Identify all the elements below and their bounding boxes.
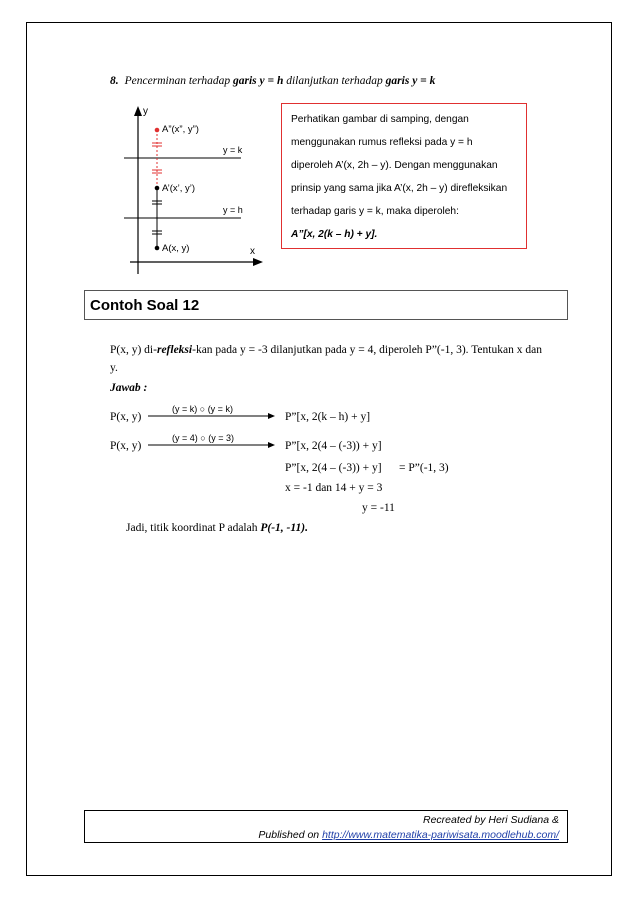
x-axis-arrow-icon bbox=[253, 258, 263, 266]
solution-row-2-arrow-label: (y = 4) ○ (y = 3) bbox=[172, 433, 234, 443]
heading-text-pre: Pencerminan terhadap bbox=[124, 75, 234, 87]
line-y-h-label: y = h bbox=[223, 205, 243, 215]
heading-text-mid: dilanjutkan terhadap bbox=[283, 75, 386, 87]
solution-row-1-arrow-label: (y = k) ○ (y = k) bbox=[172, 404, 233, 414]
info-line-2: menggunakan rumus refleksi pada y = h bbox=[291, 137, 473, 148]
example-header-box bbox=[84, 290, 568, 320]
solution-row-2-left: P(x, y) bbox=[110, 440, 142, 452]
info-line-1: Perhatikan gambar di samping, dengan bbox=[291, 114, 469, 125]
y-axis-arrow-icon bbox=[134, 106, 142, 116]
footer-published: Published on http://www.matematika-pariwisata.moodlehub.com/ bbox=[258, 829, 559, 841]
solution-row-2-right: P”[x, 2(4 – (-3)) + y] bbox=[285, 440, 382, 452]
info-line-3: diperoleh A’(x, 2h – y). Dengan menggunakan bbox=[291, 160, 498, 171]
info-line-4: prinsip yang sama jika A’(x, 2h – y) direfleksikan bbox=[291, 183, 508, 194]
solution-row-4: x = -1 dan 14 + y = 3 bbox=[285, 482, 383, 494]
heading-bold-1: garis y = h bbox=[233, 75, 284, 87]
info-line-6-result: A”[x, 2(k – h) + y]. bbox=[291, 229, 378, 240]
heading-bold-2: garis y = k bbox=[385, 75, 436, 87]
solution-row-3-right: P”[x, 2(4 – (-3)) + y] bbox=[285, 462, 382, 474]
solution-row-5: y = -11 bbox=[362, 502, 395, 514]
point-a-double-prime-label: A”(x”, y”) bbox=[162, 124, 199, 135]
solution-row-1-arrow-icon bbox=[148, 412, 276, 420]
point-a-label: A(x, y) bbox=[162, 243, 190, 254]
problem-line-1: P(x, y) di-refleksi-kan pada y = -3 dilanjutkan pada y = 4, diperoleh P”(-1, 3). Tentukan x dan bbox=[110, 344, 542, 356]
point-a bbox=[155, 246, 160, 251]
x-axis-label: x bbox=[250, 246, 255, 257]
reflection-diagram bbox=[110, 96, 270, 276]
solution-row-2-arrow-icon bbox=[148, 441, 276, 449]
footer-credit: Recreated by Heri Sudiana & bbox=[423, 814, 559, 826]
jawab-label: Jawab : bbox=[110, 382, 148, 394]
line-y-k-label: y = k bbox=[223, 145, 243, 155]
point-a-double-prime bbox=[155, 128, 160, 133]
y-axis-label: y bbox=[143, 106, 148, 117]
solution-row-1-right: P”[x, 2(k – h) + y] bbox=[285, 411, 371, 423]
info-line-5: terhadap garis y = k, maka diperoleh: bbox=[291, 206, 459, 217]
section-8-heading bbox=[110, 75, 435, 87]
example-title: Contoh Soal 12 bbox=[90, 297, 200, 314]
point-a-prime-label: A’(x’, y’) bbox=[162, 183, 196, 194]
section-number: 8. bbox=[110, 75, 119, 87]
footer-box bbox=[84, 810, 568, 843]
solution-row-3-equality: = P”(-1, 3) bbox=[399, 462, 449, 474]
solution-row-1-left: P(x, y) bbox=[110, 411, 142, 423]
point-a-prime bbox=[155, 186, 160, 191]
info-box bbox=[281, 103, 527, 249]
problem-line-2: y. bbox=[110, 362, 118, 374]
footer-link[interactable]: http://www.matematika-pariwisata.moodlehub.com/ bbox=[322, 829, 559, 841]
conclusion: Jadi, titik koordinat P adalah P(-1, -11). bbox=[126, 522, 308, 534]
